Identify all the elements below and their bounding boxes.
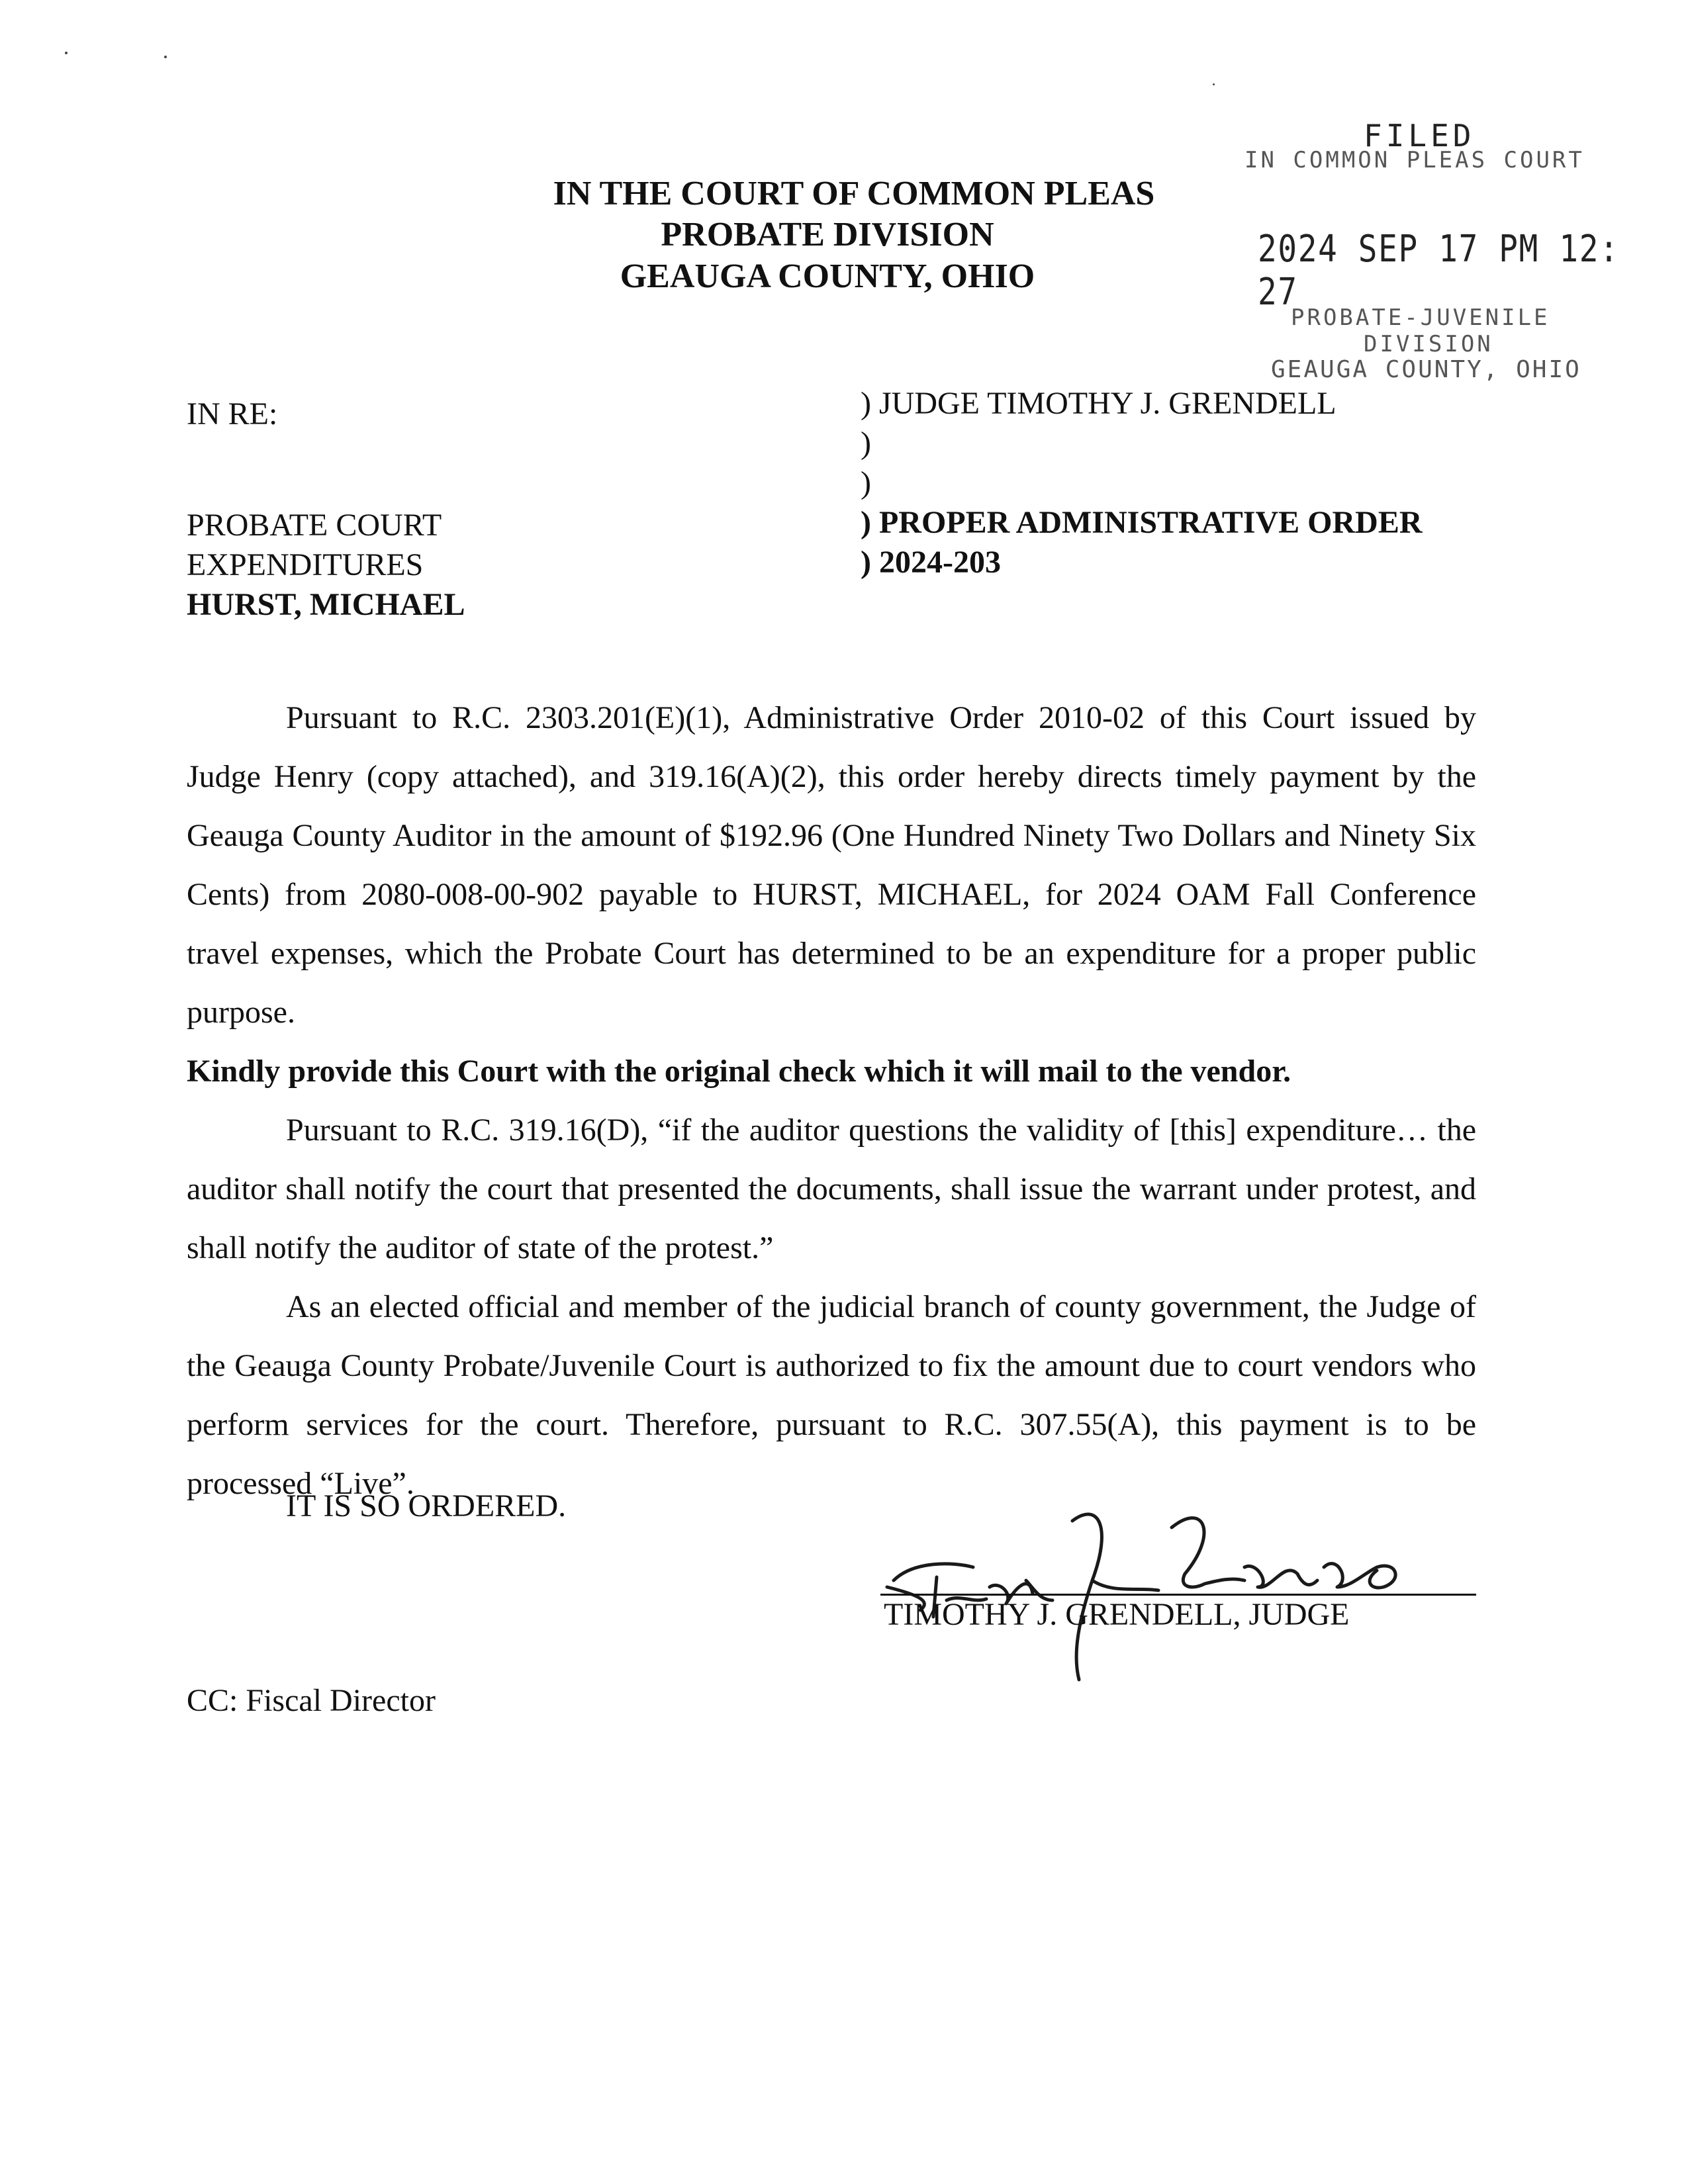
cc-line: CC: Fiscal Director: [187, 1683, 436, 1718]
matter-line-2: EXPENDITURES: [187, 547, 424, 582]
scan-speck: [65, 52, 68, 54]
case-caption-left: [187, 394, 465, 625]
check-instruction: Kindly provide this Court with the original check which it will mail to the vendor.: [187, 1054, 1291, 1089]
court-header: [424, 173, 1284, 297]
auditor-paragraph: Pursuant to R.C. 319.16(D), “if the auditor questions the validity of [this] expenditure… the auditor shall notify the court that presented the documents, shall issue the warrant under protest, and shall notify the auditor of state of the protest.”: [187, 1113, 1476, 1265]
court-county: GEAUGA COUNTY, OHIO: [620, 257, 1035, 295]
order-title: ) PROPER ADMINISTRATIVE ORDER: [861, 505, 1423, 540]
signature-line: [880, 1594, 1476, 1596]
order-number: ) 2024-203: [861, 545, 1001, 580]
matter-line-1: PROBATE COURT: [187, 508, 442, 543]
caption-paren: ): [861, 426, 871, 461]
judge-signature: [874, 1488, 1417, 1686]
filed-stamp-division: PROBATE-JUVENILE: [1291, 304, 1550, 331]
judge-line: ) JUDGE TIMOTHY J. GRENDELL: [861, 386, 1336, 421]
scan-speck: [164, 56, 167, 58]
court-division: PROBATE DIVISION: [661, 216, 994, 254]
order-body: [187, 688, 1476, 1513]
scan-speck: [1213, 83, 1215, 85]
filed-stamp-datetime: 2024 SEP 17 PM 12: 27: [1258, 228, 1620, 314]
court-name: IN THE COURT OF COMMON PLEAS: [553, 175, 1155, 212]
party-name: HURST, MICHAEL: [187, 587, 465, 622]
filed-stamp-court: IN COMMON PLEAS COURT: [1244, 147, 1585, 173]
in-re-label: IN RE:: [187, 396, 278, 432]
filed-stamp-label: FILED: [1364, 118, 1476, 154]
case-caption-right: [861, 384, 1423, 582]
filed-stamp-division-word: DIVISION: [1364, 331, 1493, 357]
so-ordered: IT IS SO ORDERED.: [286, 1488, 567, 1524]
payment-paragraph: Pursuant to R.C. 2303.201(E)(1), Administrative Order 2010-02 of this Court issued by Judge Henry (copy attached), and 319.16(A)(2), this order hereby directs timely payment by the Geauga County Auditor in the amount of $192.96 (One Hundred Ninety Two Dollars and Ninety Six Cents) from 2080-008-00-902 payable to HURST, MICHAEL, for 2024 OAM Fall Conference travel expenses, which the Probate Court has determined to be an expenditure for a proper public purpose.: [187, 700, 1476, 1030]
judge-signature-name: TIMOTHY J. GRENDELL, JUDGE: [884, 1597, 1350, 1632]
authority-paragraph: As an elected official and member of the judicial branch of county government, the Judge of the Geauga County Probate/Juvenile Court is authorized to fix the amount due to court vendors who perform services for the court. Therefore, pursuant to R.C. 307.55(A), this payment is to be processed “Live”.: [187, 1289, 1476, 1501]
caption-paren: ): [861, 465, 871, 500]
filed-stamp-county: GEAUGA COUNTY, OHIO: [1271, 356, 1581, 383]
